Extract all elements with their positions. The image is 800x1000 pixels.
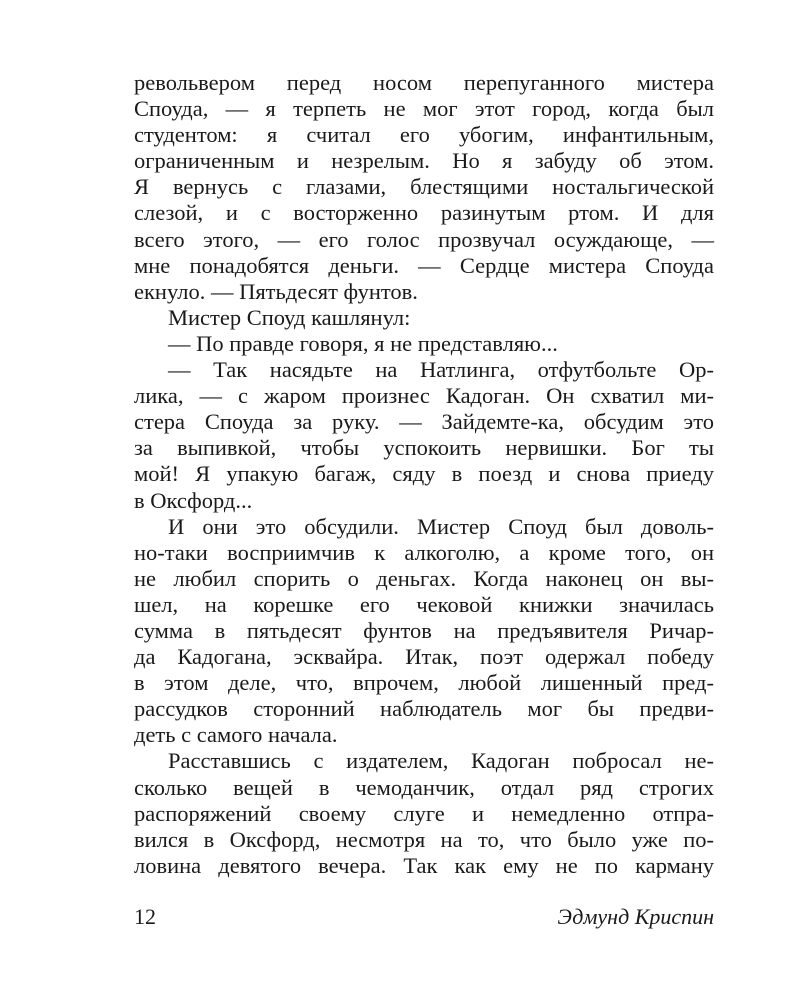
text-line: распоряжений своему слуге и немедленно отпра- xyxy=(134,800,714,826)
text-line: всего этого, — его голос прозвучал осуждающе, — xyxy=(134,226,714,252)
text-line: вился в Оксфорд, несмотря на то, что было уже по- xyxy=(134,826,714,852)
page-footer xyxy=(134,904,714,934)
text-line: сумма в пятьдесят фунтов на предъявителя Ричар- xyxy=(134,617,714,643)
text-line: рассудков сторонний наблюдатель мог бы предви- xyxy=(134,696,714,722)
text-line: — По правде говоря, я не представляю... xyxy=(168,330,558,356)
text-line: ограниченным и незрелым. Но я забуду об этом. xyxy=(134,148,714,174)
text-line: в этом деле, что, впрочем, любой лишенный пред- xyxy=(134,670,714,696)
text-line: мой! Я упакую багаж, сяду в поезд и снова приеду xyxy=(134,461,714,487)
text-line: студентом: я считал его убогим, инфантильным, xyxy=(134,122,714,148)
text-line: в Оксфорд... xyxy=(134,487,253,513)
text-line: стера Споуда за руку. — Зайдемте-ка, обсудим это xyxy=(134,409,714,435)
text-line: да Кадогана, эсквайра. Итак, поэт одержал победу xyxy=(134,644,714,670)
text-line: ловина девятого вечера. Так как ему не по карману xyxy=(134,852,714,878)
text-line: но-таки восприимчив к алкоголю, а кроме того, он xyxy=(134,539,714,565)
text-line: екнуло. — Пятьдесят фунтов. xyxy=(134,278,418,304)
text-line: Мистер Споуд кашлянул: xyxy=(168,304,411,330)
running-title: Эдмунд Криспин xyxy=(557,904,714,929)
text-line: лика, — с жаром произнес Кадоган. Он схватил ми- xyxy=(134,383,714,409)
text-line: И они это обсудили. Мистер Споуд был доволь- xyxy=(168,513,714,539)
text-line: слезой, и с восторженно разинутым ртом. И для xyxy=(134,200,714,226)
text-line: не любил спорить о деньгах. Когда наконец он вы- xyxy=(134,565,714,591)
text-line: Расставшись с издателем, Кадоган побросал не- xyxy=(168,748,714,774)
text-line: за выпивкой, чтобы успокоить нервишки. Бог ты xyxy=(134,435,714,461)
text-line: мне понадобятся деньги. — Сердце мистера Споуда xyxy=(134,252,714,278)
text-line: сколько вещей в чемоданчик, отдал ряд строгих xyxy=(134,774,714,800)
text-line: — Так насядьте на Натлинга, отфутбольте Ор- xyxy=(168,357,714,383)
text-line: шел, на корешке его чековой книжки значилась xyxy=(134,591,714,617)
text-line: Споуда, — я терпеть не мог этот город, когда был xyxy=(134,96,714,122)
text-line: Я вернусь с глазами, блестящими ностальгической xyxy=(134,174,714,200)
text-line: револьвером перед носом перепуганного мистера xyxy=(134,70,714,95)
body-text xyxy=(134,70,714,879)
page-number: 12 xyxy=(134,904,156,929)
text-line: деть с самого начала. xyxy=(134,722,338,748)
